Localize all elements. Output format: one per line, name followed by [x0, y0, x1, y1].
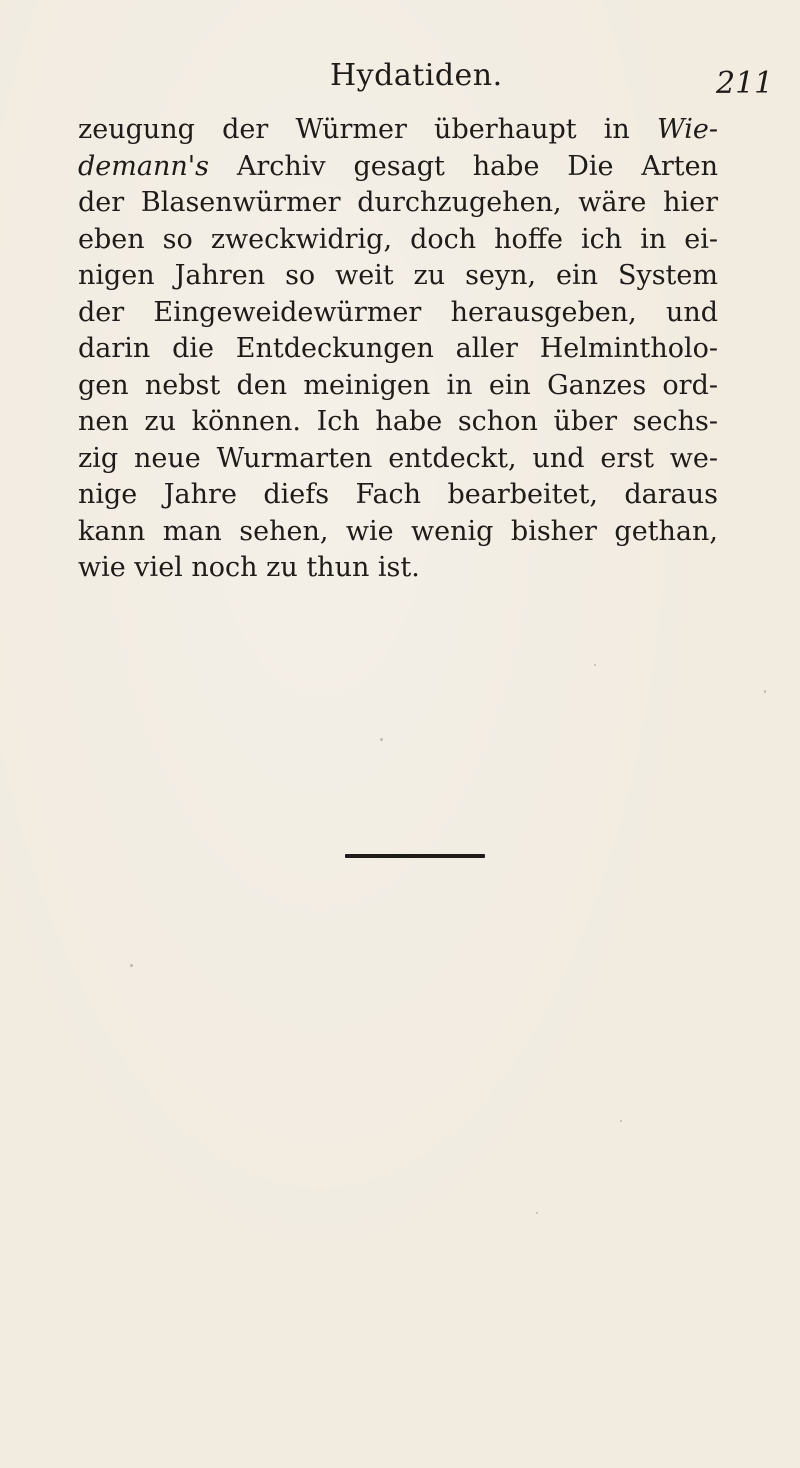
body-paragraph: [78, 112, 718, 587]
page-number: 211: [716, 66, 774, 101]
text-line: der Blasenwürmer durchzugehen, wäre hier: [78, 187, 718, 218]
italic-name: demann's: [78, 150, 210, 182]
text-line: nen zu können. Ich habe schon über sechs-: [78, 406, 718, 437]
text-line: wie viel noch zu thun ist.: [78, 552, 420, 583]
text-line: demann's Archiv gesagt habe Die Arten: [78, 150, 718, 182]
italic-name: Wie-: [656, 114, 718, 145]
paper-speck: [380, 738, 383, 741]
text-line: kann man sehen, wie wenig bisher gethan,: [78, 515, 718, 547]
text-line: nigen Jahren so weit zu seyn, ein System: [78, 260, 718, 291]
text-line: darin die Entdeckungen aller Helmintholo-: [78, 333, 718, 364]
section-end-rule: [345, 854, 485, 858]
text-line: zeugung der Würmer überhaupt in Wie-: [78, 114, 718, 145]
paper-speck: [536, 1212, 538, 1214]
paper-speck: [594, 664, 596, 666]
paper-speck: [130, 964, 133, 967]
text-line: eben so zweckwidrig, doch hoffe ich in ei-: [78, 223, 718, 255]
text-line: nige Jahre diefs Fach bearbeitet, daraus: [78, 479, 718, 510]
text-line: der Eingeweidewürmer herausgeben, und: [78, 296, 718, 328]
text-line: gen nebst den meinigen in ein Ganzes ord-: [78, 369, 718, 401]
running-head: Hydatiden.: [330, 58, 503, 93]
text-line: zig neue Wurmarten entdeckt, und erst we-: [78, 442, 718, 474]
paper-speck: [620, 1120, 622, 1122]
paper-speck: [764, 690, 766, 693]
